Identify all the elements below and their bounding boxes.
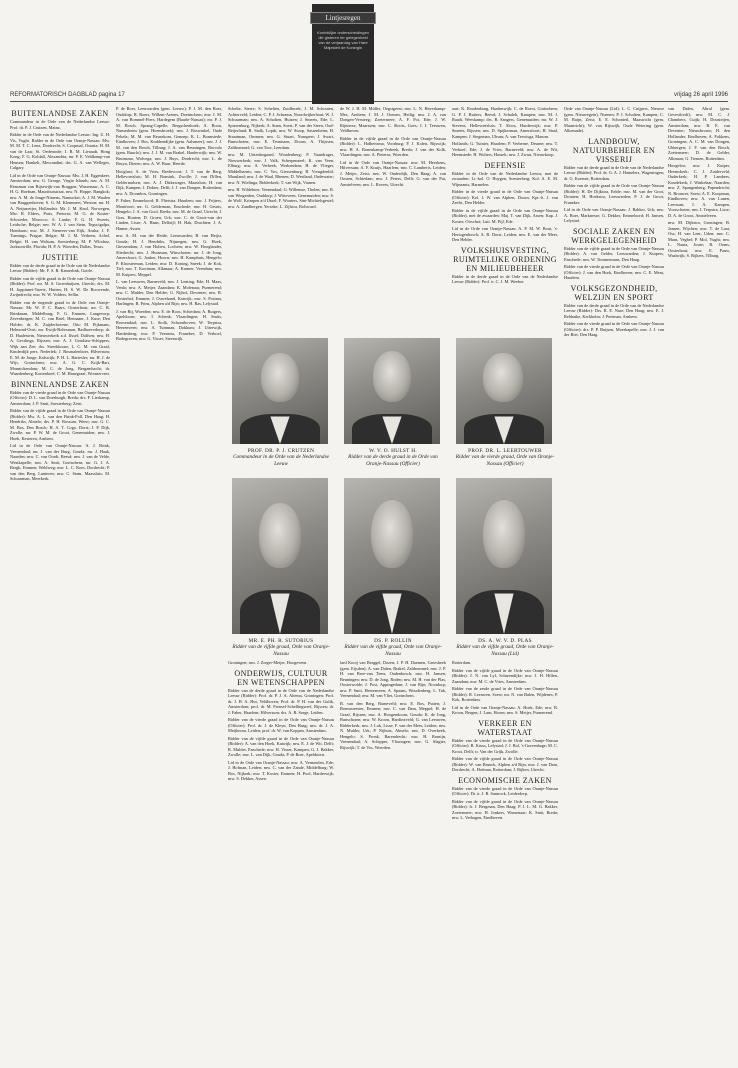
article-paragraph: Lid in de Orde van Oranje-Nassau: mw. M. Heerkens, Hilversum; A. F. Kruijs, Haarlem; mw. C. Lamberts, Leiden; J. Meijer, Zeist; mw. W. Onderdijk, Den Haag; A. van Oosten, Schiedam; mw. J. Peters, Delft; G. van der Put, Amstelveen; mw. L. Rovers, Utrecht. [340, 159, 446, 187]
photo-caption-name: PROF. DR. L. LEERTOUWER [468, 448, 542, 454]
section-heading: LANDBOUW, NATUURBEHEER EN VISSERIJ [572, 136, 656, 164]
photo-caption-name: DS. A. W. V. D. PLAS [478, 638, 532, 644]
photo-caption-text: Commandeur in de Orde van de Nederlandse Leeuw [232, 454, 329, 467]
photo-caption-3 [452, 448, 558, 467]
column-6 [564, 106, 664, 1056]
article-paragraph: Groningen; mw. J. Zieger-Meijer, Hoogeveen. [228, 660, 308, 665]
photo-caption-text: Ridder van de derde graad in de Orde van Oranje-Nassau (Officier) [348, 454, 438, 467]
column-7 [668, 106, 730, 1056]
logo-title: Lintjesregen [310, 12, 376, 24]
article-paragraph: Ridder van de derde graad in de Orde van de Nederlandse Leeuw (Ridder): Prof. dr. P. J. A. Altema, Groningen; Prof. dr. J. H. A. Hut, Veldhoven; Prof. dr. P. H. van der Gulik, Amsterdam; prof. dr. M. Frensel-Schellingwerf, Rijssen; dr. J. Faber, Haarlem; Hilversum; drs. A. R. Sorge, Leiden. [228, 687, 334, 715]
portrait-photo-rollin [344, 478, 440, 634]
article-paragraph: P. de Boer, Leeuwarden (gem. Leeuw); P. J. M. den Boer, Ouddorp; R. Boers, Willem-Arenes, Doetinchem; mw. J. M. A. van Bommel-Fiers, Hardegem (Baarle-Nassau); mr. P. J. M. Bosch, Sprang-Capelle, Bergschenhoek; A. Boon, Numesheim (gem. Hoensbroek); mw. J. Boswinkel, Oude Pekela; M. M. van Beusekom, Gennep; K. L. Bonnstede, Eindhoven; J. Bos, Krabbendijke (gem. Aalsmeer); mw. J. J. M. van den Bosch, Tilburg; I. A. van Beuningen, Borculo (gem. Ruurlo); mw. J. J. M. van Brakel, Harderwijk; mw. W. Bruinsma, Wolvega; mw. J. Buys, Dordrecht; mw. L. de Bruyn, Dieren; mw. A. W. Buur, Heerde. [116, 106, 222, 166]
photo-caption-text: Ridder van de vijfde graad, Orde van Oranje-Nassau [232, 644, 330, 657]
section-heading: DEFENSIE [484, 160, 526, 170]
article-paragraph: Schelte, Sterre; S. Schelten, Zuidbroek; J. M. Schouten, Achterveld; Leiden; C. P. J. Schrama, Noordwijkerhout; W. J. Schuurman; mw. A. Scholten, Huizen; J. Smeets, Ede; L. Spierenburg, Nijkerk; A. Stam, Soest; P. van der Steen, Oud-Beijerland; R. Stolk, Lopik; mw. W. Stoop, Sassenheim; H. Straatman, Ommen; mw. G. Stuart, Nunspeet; J. Swart, Bunschoten; mw. E. Teunissen, Doorn; A. Thijssen, Zaltbommel; G. van Toor, Leerdam. [228, 106, 334, 150]
article-paragraph: lard Kooij van Berggel, Dozen; J. P. H. Daemen, Groesbeek (gem. Eijsden); A. van Dalen, Brakel, Zaltbommel; mw. J. P. H. van Bree-van Tiens, Oudenbosch; mw. H. Jansen, Beuningen; mw. D. de Jong, Roden; mw. M. H. van der Plas, Oosterwolde; J. Post, Appingedam; J. van Rijn, Nootdorp; mw. P. Smit, Heerenveen; A. Spaans, Woudenberg; L. Tak, Veenendaal; mw. M. van Vliet, Gorinchem. [340, 660, 446, 698]
article-paragraph: Lid in de Orde van Oranje-Nassau: Mw. J. H. Eggenkeer, Amsterdam; mw. G. George, Virgin Islands; mw. A. M. Rensman van Rijsewijk-van Bruggen; Wassenaar; A. C. H. G. Hoefnan, Mauritiusstraat, mw. N. Hoppe, Bangkok; mw. A. M. de Jonge-Nimens, Nantucket; A. J. M. Waalen van Bruggenhoven; S. G. M. Klemmers, Weston; mr. H. A. Neijsmeijer, Hollandstr. Mr. J. M. Knol, Norwegen, Mw. R. Elders, Paris, Pretoria; M. G. de Koster-Schroeder, Morocco; S. Lanke; F. G. H. Sweets, Leidsche; Belgie; mw. W. A. J. van Stein, Tegucigalpa, Honduras; mw. M. J. Stenvers-van Eijk, Aruba; J. F. Tuenings, Prague, Belgie; M. J. M. Verbeen, Achel, Belgie; H. van Walsum, Soesterberg; M. P. Wlodarz, Jacksonville, Florida; H. P. A. Woerden, Dallas, Texas. [10, 172, 110, 249]
article-paragraph: van Dalen, Altral (gem. Gevestfordt); mw. M. C. J. Chambers, Cuijk; H. Dousteijen, Amsterdam; mw. B. E. van Deventer; Nieuwbrouw; H. den Hollander, Eindhoven; A. Fokkens, Groningen; A. C. M. van Dongen, Ubbergen; J. F. van den Bosch, Zoetermeer; D. de Gelder, Alkmaar; G. Tiemen, Rotterdam. [668, 106, 730, 161]
portrait-photo-crutzen [232, 338, 328, 444]
article-paragraph: Ridder in de Orde van de Nederlandse Leeuw, met de zwaarden: Lt.-kol. O. Huygen, Soesterberg; Kol. A. E. M. Wijnaants, Harmelen. [452, 170, 558, 187]
article-paragraph: Hollands; G. Tuinier, Haarlem; P. Verberne, Deurne; mw. T. Verhoef, Ede; J. de Vries, Barneveld; mw. A. de Wit, Heemstede; H. Wolters, Hasselt; mw. J. Zwart, Nieuwkoop. [452, 141, 558, 157]
article-paragraph: mw. H. Wildeboer, Veenendaal; G. Willemse, Tholen; mw. R. van Wingerden, Ouddorp; J. Witteveen, Genemuiden; mw. S. de Wolf, Krimpen a/d IJssel; F. Wouters, Sint-Michielsgestel; mw. A. Zandbergen, Yerseke; L. Zijlstra, Bolsward. [228, 187, 334, 209]
article-paragraph: Lid in de Orde van Oranje-Nassau: J. Bakker, Urk; mw. A. Boer, Marknesse; G. Dekker, Emmeloord; H. Jansen, Lelystad. [564, 207, 664, 223]
article-paragraph: Orde van Oranje-Nassau (Lid): L. C. Cuijpers, Nieuwe (gem. Nieuwegein), Nuenen; P. J. Scholten, Kampen; C. M. Raijn, Zeist; E. E. Schonteil, Maastricht (gem. Maastricht); W. van Rijswijk, Oude Wetering (gem. Alkemade). [564, 106, 664, 133]
photo-caption-5 [340, 638, 446, 657]
article-paragraph: Ridder in de derde graad in de Orde van de Nederlandse Leeuw (Ridder): Prof. ir. C. J. M. Weeber. [452, 273, 558, 284]
section-heading: VOLKSHUISVESTING, RUIMTELIJKE ORDENING EN MILIEUBEHEER [453, 245, 557, 273]
article-paragraph: Ridder van de zesde graad in de Orde van Oranje-Nassau (Ridder): R. Leeuwen, Soest; mr. N. van Balen, Wijdenes; P. Kok, Rotterdam. [452, 686, 558, 702]
article-paragraph: Ridder in de vijfde graad in de Orde van Oranje-Nassau (Ridder), met de zwaarden: Maj. T. van Dijk, Assen; Kap. J. Koster, Oirschot; Luit. M. Pijl, Ede. [452, 207, 558, 224]
article-paragraph: Ridder van de vijfde graad in de Orde van Oranje-Nassau (Ridder): Prof. mr. M. S. Groenhuijsen, Utrecht; drs. M. H. Joppinnet-Tuerie, Hutten; H. S. W. De Roowende, Zwijndrecht; mw. W. W. Volders, Sellin. [10, 275, 110, 297]
article-paragraph: aart; K. Roodenburg, Hardenwijk; C. de Roest, Gorinchem; G. P. J. Ruiters, Beesd; J. Schaleh, Kampen; mw. M. J. Raadt, Weeskamp; drs. B. Sangers, Genemuiden; mr. W. J. Stevens, Hellevoetsluis; T. Sloos, Harderwijk; mw. P. Smeets, Rijssen; mw. D. Spijkerman, Amersfoort; H. Staal, Kampen; J. Stegeman, Ulrum; A. van Terwisga, Marum. [452, 106, 558, 139]
article-paragraph: Ridder van de vierde graad in de Orde van Oranje-Nassau (Officier): Dr. ir. J. R. Santrock, Leiderdorp. [452, 785, 558, 796]
article-paragraph: P. Faber, Emmeloord; R. Flietstra, Haarlem; mw. J. Frijters, Montfoort; mr. G. Gelderman, Enschede; mw. H. Geurts, Hengelo; J. A. van Gool, Breda; mw. M. de Graaf, Utrecht; J. Gras, Houten; D. Groen, Urk; mw. C. de Groot-van der Linden, Lisse; A. Haan, Delfzijl; H. Hak, Drachten; J. A. Hamer, Assen. [116, 198, 222, 231]
article-paragraph: mw. M. Dijkstra, Groningen; B. Jansen, Wijchen; mw. T. de Laat, Oss; H. van Lent, Uden; mw. C. Maas, Veghel; P. Mol, Vught; mw. L. Nauta, Joure; R. Ooms, Oosterhout; mw. E. Pauw, Waalwijk; S. Rijkers, Tilburg. [668, 220, 730, 258]
article-paragraph: Hooglust; A. de Vries, Bredevoort; J. T. van de Berg, Hellevoetsluis; M. H. Bonsink, Zwolle; J. van Dillen, Geldermalsen; mw. A. J. Dirkzwager, Maassluis; H. van Dijk, Kampen; J. Dokter, Delft; J. J. van Dongen, Rotterdam; mw. A. Doornbos, Groningen. [116, 168, 222, 196]
column-1 [10, 106, 110, 1056]
article-paragraph: Ridder van de derde graad in de Orde van de Nederlandse Leeuw (Ridder): Prof. dr. G. A. J. Hamelers, Wageningen; dr. G. Koerner, Rotterdam. [564, 164, 664, 181]
article-paragraph: Ridder van de vijfde graad in de Orde van Oranje-Nassau (Ridder): Mw. A. L. van den Brink-Poll, Den Haag; H. Hendriks, Almelo; drs. P. H. Rossum, Weert; mw. G. C. M. Bos, Den Bosch; H. A. T. Cogo, Dorst; J. P. Dijk, Zwolle; mr. P. W. M. de Groot, Genemuiden; mw. J. Hoek, Kesteren, Arnhem. [10, 408, 110, 441]
section-heading: ECONOMISCHE ZAKEN [458, 775, 552, 785]
section-heading: VOLKSGEZONDHEID, WELZIJN EN SPORT [570, 283, 658, 302]
photo-caption-6 [452, 638, 558, 657]
article-paragraph: Ridder in de Orde van de Nederlandse Leeuw: Ing. U. H. Vis, Vught. Ridder in de Orde van Oranje-Nassau: Mw. M. M. T. C. Lenz, Dordrecht; S. Coopmal, Ostaria; H. M. van de Laar, St. Oedenrode; J. R. M. Lieraadt, Hong Kong; F. G. Koldall, Alexandria; mr. P. E. Veldkamp-van Heusen; Hankeli, Mescandini; drs. G. A. van Welleges, Calgary. [10, 132, 110, 170]
portrait-photo-hulst [344, 338, 440, 444]
photo-caption-text: Ridder van de vierde graad, Orde van Oranje-Nassau (Officier) [455, 454, 555, 467]
section-heading: JUSTITIE [41, 252, 79, 262]
column-3 [228, 106, 334, 336]
column-4 [340, 106, 446, 336]
lower-column-3 [228, 660, 334, 1058]
photo-caption-2 [340, 448, 446, 467]
photo-caption-name: W. V. O. HULST H. [369, 448, 417, 454]
photo-caption-text: Ridder van de vijfde graad, Orde van Oranje-Nassau [344, 644, 442, 657]
section-heading: BUITENLANDSE ZAKEN [11, 109, 109, 118]
photo-caption-name: PROF. DR. P. J. CRUTZEN [247, 448, 315, 454]
article-paragraph: Lid in de Orde van Oranje-Nassau: A. Hoek, Ede; mw. B. Kroon, Bergen; J. Lam, Hoorn; mw. S. Meijer, Purmerend. [452, 704, 558, 715]
article-paragraph: Ridder van de vierde graad in de Orde van Oranje-Nassau (Officier): J. van den Hurk, Eindhoven; mw. C. E. Ment, Haarlem. [564, 264, 664, 280]
photo-caption-1 [228, 448, 334, 467]
article-paragraph: Ridder van de vierde graad in de Orde van Oranje-Nassau (Officier): D. L. van Doesburgh, Breda; drs. F. Lieskamp, Amsterdam; J. P. Smit, Soesterberg; Zeist. [10, 389, 110, 406]
article-paragraph: Hoogeloo; mw. J. Kuiper, Heemskerk; C. J. Zuiderveld, Ouderkerk; H. P. Lambers, Koudekerk; J. Winkelaar, Naarden; mw. Z. Spangenberg, Papendrecht; N. Brouwer, Soest; A. E. Koopman, Eindhoven; mw. A. van Lunen, Leersum; J. A. Kampen, Voorschoten; mw. I. Terpstra, Lisse; D. A. de Groot, Amstelveen. [668, 163, 730, 218]
portrait-photo-sutorius [232, 478, 328, 634]
article-paragraph: Rotterdam. [452, 660, 472, 665]
article-paragraph: de W. J. H. M. Müller, Oegstgeest; mw. L. N. Haverkamp-Mes, Arnhem; J. M. J. Oomen, Heilig; mw. J. A. van Dongen-Versteeg; Zoetermeer; A. F. Pot, Ede; J. W. Rijnierse, Maarssen; mw. C. Sloots, Goes; J. J. Teeuwen, Veldhoven. [340, 106, 446, 133]
photo-caption-name: DS. P. ROLLIN [374, 638, 412, 644]
photo-caption-name: MR. E. PH. R. SUTORIUS [248, 638, 314, 644]
section-heading: BINNENLANDSE ZAKEN [10, 379, 110, 389]
article-paragraph: mw. M. Uittenbogaard, Woudenberg; P. Vaandrager, Nieuwerkerk; mw. J. Valk, Scherpenzeel; K. van Veen, Elburg; mw. A. Verbeek, Werkendam; H. de Vlieger, Middelharnis; mw. C. Vos, Giessenburg; B. Vreugdenhil, Maasland; mw. J. de Waal, Rhenen; D. Westland, Oudewater; mw. N. Wielinga, Ridderkerk; T. van Wijk, Vianen. [228, 152, 334, 185]
article-paragraph: B. van den Berg, Barneveld; mw. E. Bos, Putten; J. Bouwmeester, Emmen; mw. C. van Dam, Meppel; H. de Graaf, Rijssen; mw. A. Hoogendoorn, Gouda; K. de Jong, Bunschoten; mw. W. Kroon, Hardinxveld; G. van Leeuwen, Ridderkerk; mw. J. Lok, Lisse; F. van der Meer, Leiden; mw. N. Mulder, Urk; P. Nijhuis, Almelo; mw. D. Overbeek, Hengelo; S. Pronk, Barendrecht; mw. H. Romijn, Veenendaal; A. Schipper, Vlissingen; mw. G. Slagter, Rijswijk; T. de Vos, Woerden. [340, 700, 446, 750]
article-paragraph: Lid in de Orde van Oranje-Nassau: mw. A. Vermeulen, Ede; J. Hofman, Leiden; mw. C. van der Zande, Middelburg; W. Bos, Nijkerk; mw. T. Koster, Emmen; H. Pool, Harderwijk; mw. S. Dekker, Assen. [228, 759, 334, 781]
article-paragraph: J. van Rij, Woerden; mw. E. de Roos, Schiedam; A. Rutgers, Apeldoorn; mw. I. Schenk, Vlaardingen; H. Smits, Roosendaal; mw. L. Stolk, Schoonhoven; W. Terpstra, Heerenveen; mw. A. Tuinman, Dokkum; J. Uiterwijk, Hardenberg; mw. P. Veenstra, Franeker; D. Verhoef, Bodegraven; mw. G. Visser, Steenwijk. [116, 308, 222, 341]
newspaper-page-label: REFORMATORISCH DAGBLAD pagina 17 [10, 92, 125, 98]
article-paragraph: Ridder van de vijfde graad in de Orde van Oranje-Nassau (Ridder): H. De Dijkstra, Eelde; mw. M. van der Goot, Dronten; H. Hoekstra, Leeuwarden; P. J. de Groot, Franeker. [564, 183, 664, 205]
article-paragraph: Ridder van de vierde graad in de Orde van Oranje-Nassau (Officier): drs. P. P. Buijsen, Moerkapelle; mw. J. J. van der Riet, Den Haag. [564, 321, 664, 337]
article-paragraph: mw. A. M. van der Heide, Leeuwarden; B. van Heijst, Gouda; H. J. Hendriks, Nijmegen; mw. G. Hoek, Giessendam; J. van Holten, Lochem; mw. W. Hooglander, Sliedrecht; mw. J. Huisman, Winschoten; mr. J. de Jong, Amersfoort; G. Jonker, Hoorn; mw. H. Kamphuis, Hengelo; P. Kloosterman, Leiden; mw. D. Koning, Sneek; J. de Kok, Tiel; mw. T. Kooiman, Alkmaar; A. Kramer, Veendam; mw. M. Kuipers, Meppel. [116, 233, 222, 277]
article-paragraph: Ridder van de vijfde graad in de Orde van Oranje-Nassau (Ridder): A. van Gelder, Leeuwarden; J. Kuipers, Enschede; mw. W. Timmermans, Den Haag. [564, 245, 664, 262]
article-paragraph: Ridder van de derde graad in de Orde van de Nederlandse Leeuw (Ridder): Mr. F. S. R. Kamerlink, Goirle. [10, 262, 110, 273]
article-paragraph: Ridder van de vijfde graad in de Orde van Oranje-Nassau (Ridder): Ir. J. Bergman, Den Haag; P. J. L. M. G. Bakker, Zoetermeer; mw. H. Jonkers, Wassenaar; K. Smit, Breda; mw. L. Verhagen, Eindhoven. [452, 798, 558, 820]
column-2 [116, 106, 222, 1056]
article-paragraph: Ridder in de vierde graad in de Orde van Oranje-Nassau (Officier): Kol. J. W. van Alphen, Doorn; Kpt.-lt. J. van Zeelst, Den Helder. [452, 189, 558, 205]
issue-date: vrijdag 26 april 1996 [673, 92, 728, 98]
article-paragraph: Ridder van de vijfde graad in de Orde van Oranje-Nassau (Ridder): W. van Brunck, Alphen a/d Rijn; mw. J. van Dam, Dordrecht; A. Hofman, Rotterdam; J. Rijken, Utrecht. [452, 756, 558, 772]
portrait-photo-leertouwer [456, 338, 552, 444]
article-paragraph: L. van Leeuwen, Barneveld; mw. J. Lenting, Ede; H. Maas, Venlo; mw. A. Meijer, Zaandam; K. Molenaar, Purmerend; mw. C. Mulder, Den Helder; G. Nijhof, Deventer; mw. R. Oosterhof, Emmen; J. Ouwehand, Katwijk; mw. S. Postma, Harlingen; B. Prins, Alphen a/d Rijn; mw. H. Ras, Lelystad. [116, 279, 222, 306]
article-paragraph: Ridder van de derde graad in de Orde van de Nederlandse Leeuw (Ridder): Drs. R. E. Nase, Den Haag; mw. E. J. Rebhatke, Kerkholm; J. Peetman, Arnhem. [564, 302, 664, 319]
section-heading: ONDERWIJS, CULTUUR EN WETENSCHAPPEN [234, 668, 328, 687]
article-paragraph: Ridder in de vijfde graad in de Orde van Oranje-Nassau (Ridder): L. Halbertsma, Voorburg; P. J. Kolen, Rijswijk; mw. H. A. Bonenkamp-Verbeek, Breda; J. van der Kolk, Vlaardingen; mw. A. Pieterse, Woerden. [340, 135, 446, 157]
section-heading: VERKEER EN WATERSTAAT [477, 718, 533, 737]
lower-column-4 [340, 660, 446, 1058]
portrait-photo-plas [456, 478, 552, 634]
photo-caption-text: Ridder van de vijfde graad, Orde van Oranje-Nassau (Lid) [456, 644, 554, 657]
article-paragraph: Ridder van de vierde graad in de Orde van Oranje-Nassau (Officier): Prof. dr. J. de Kleyn, Den Haag; mw. dr. J. A. Meijboom, Leiden; prof. dr. W. van Koppen, Amsterdam. [228, 717, 334, 733]
article-paragraph: Commandeur in de Orde van de Nederlandse Leeuw: Prof. dr. P. J. Crutzen, Mainz. [10, 119, 110, 130]
lintjesregen-logo [312, 4, 374, 104]
article-paragraph: Lid in de Orde van Oranje-Nassau: A. P. M. W. Bout, 's-Hertogenbosch; A. B. Dorst, Leiden; mw. E. van der Meer, Den Helder. [452, 226, 558, 242]
logo-text: Koninklijke onderscheidingen die gisteren ter gelegenheid van de verjaardag van Hare Majesteit de Koningin [317, 30, 369, 50]
article-paragraph: Lid in de Orde van Oranje-Nassau: A. J. Brink, Veenendaal; mr. J. van der Burg, Gouda; mr. J. Haak, Naarden; mw. C. van Oordt, Beesd; mw. J. van de Velde, Westkapelle; mw. A. Smit, Gorinchem; mr. G. J. A. Bergh, Emmen; Wehlweg; mw. L. C. Roes, Dordrecht; P. van den Berg, Lunteren; mw. C. Stam, Maassluis; M. Schuurman, Meerkerk. [10, 443, 110, 481]
article-paragraph: Ridder van de vijfde graad in de Orde van Oranje-Nassau (Ridder): J. N. van Lyl, Scharendijke; mw. J. H. Hillen, Zaandam; mw. M. C. de Vries, Amsterdam. [452, 667, 558, 684]
section-heading: SOCIALE ZAKEN EN WERKGELEGENHEID [571, 226, 657, 245]
photo-caption-4 [228, 638, 334, 657]
article-paragraph: Ridder van de negende graad in de Orde van Oranje-Nassau: Mr. W. F. C. Baars, Oosterhout; mr. C. R. Brinkman, Middelburg; F. G. Emmen, Langevorp; Zevenbergen; M. C. van Briel, Hennaaer, J. Kuse; Den Holder; dr. K. Zuijderhovene, Otto M. Pijkmans, Helmond-Oost; mr. Ewijk-Bohrsman, Badhoevedorp; dr. D. Haalestein, Nieuwerkerk a.d. IJssel; Dalfsen; mw. H. A. Gecrlings, Rijssen; mw. A. J. Goudiaw-Schippers, Wijk aan Zee; drs. Streekhouse, L. C. M. van Graaf, Kinderdijk pers. Nederlek; J. Bosmalenboer, Hilversum; E. M. de Jonge, Kalswijk; P. H. L. Hartesler; mr. H. J. de Wijs, Gorinchem; mw. A. G. C. Krijk-Bart, Monnickendam; M. C. de Jong, Bergambacht; dr. Waardenberg, Kortenhoef; C. M. Hanegraaf, Wormerveer. [10, 299, 110, 376]
article-paragraph: Ridder van de vijfde graad in de Orde van Oranje-Nassau (Ridder): A. van den Hoek, Katwijk; mw. E. J. de Wit, Delft; R. Mulder, Enschede; mw. H. Visser, Kampen; G. J. Bakker, Zwolle; mw. L. van Dijk, Gouda; P. de Boer, Apeldoorn. [228, 735, 334, 757]
lower-column-5 [452, 660, 558, 1058]
article-paragraph: Ridder van de vierde graad in de Orde van Oranje-Nassau (Officier): B. Kruss, Lelystad; J. J. Bol, 's-Gravenhage; M. C. Krooi, Delft; ir. Van der Grijk, Zwolle. [452, 737, 558, 754]
